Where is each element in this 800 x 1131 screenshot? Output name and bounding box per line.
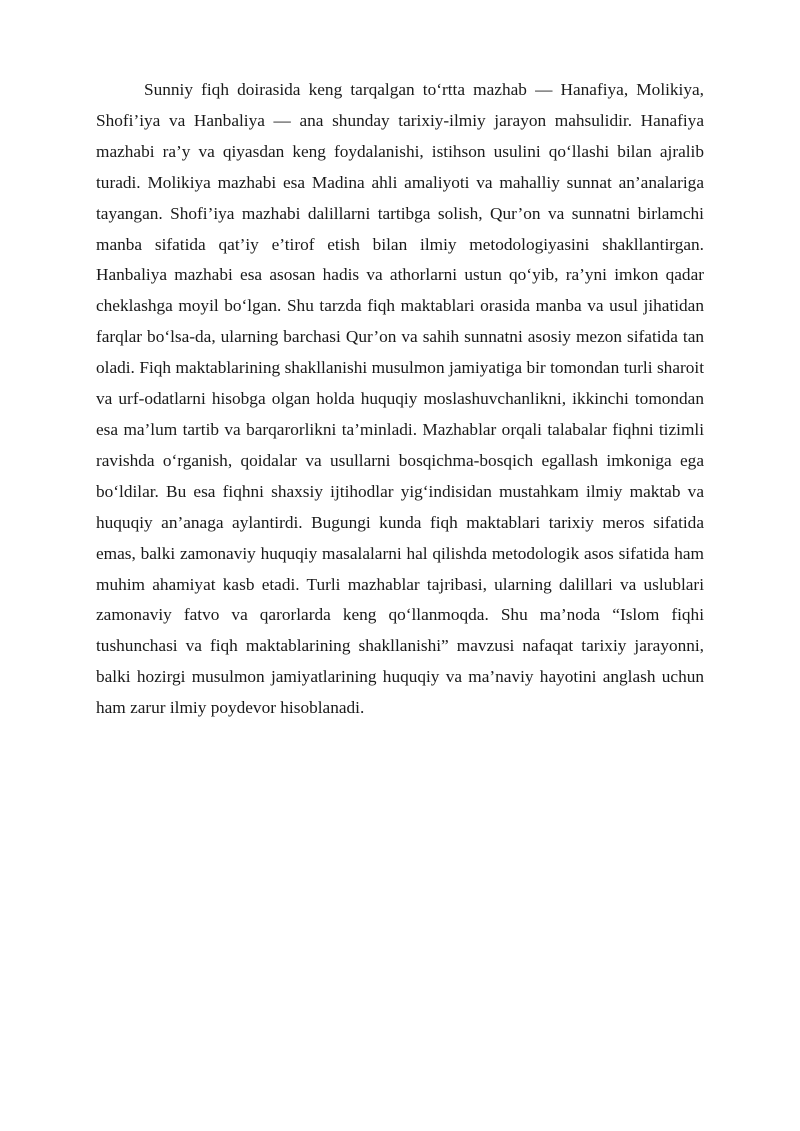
body-paragraph: Sunniy fiqh doirasida keng tarqalgan to‘rtta mazhab — Hanafiya, Molikiya, Shofi’iya va Hanbaliya — ana shunday tarixiy-ilmiy jarayon mahsulidir. Hanafiya mazhabi ra’y va qiyasdan keng foydalanishi, istihson usulini qo‘llashi bilan ajralib turadi. Molikiya mazhabi esa Madina ahli amaliyoti va mahalliy sunnat an’analariga tayangan. Shofi’iya mazhabi dalillarni tartibga solish, Qur’on va sunnatni birlamchi manba sifatida qat’iy e’tirof etish bilan ilmiy metodologiyasini shakllantirgan. Hanbaliya mazhabi esa asosan hadis va athorlarni ustun qo‘yib, ra’yni imkon qadar cheklashga moyil bo‘lgan. Shu tarzda fiqh maktablari orasida manba va usul jihatidan farqlar bo‘lsa-da, ularning barchasi Qur’on va sahih sunnatni asosiy mezon sifatida tan oladi. Fiqh maktablarining shakllanishi musulmon jamiyatiga bir tomondan turli sharoit va urf-odatlarni hisobga olgan holda huquqiy moslashuvchanlikni, ikkinchi tomondan esa ma’lum tartib va barqarorlikni ta’minladi. Mazhablar orqali talabalar fiqhni tizimli ravishda o‘rganish, qoidalar va usullarni bosqichma-bosqich egallash imkoniga ega bo‘ldilar. Bu esa fiqhni shaxsiy ijtihodlar yig‘indisidan mustahkam ilmiy maktab va huquqiy an’anaga aylantirdi. Bugungi kunda fiqh maktablari tarixiy meros sifatida emas, balki zamonaviy huquqiy masalalarni hal qilishda metodologik asos sifatida ham muhim ahamiyat kasb etadi. Turli mazhablar tajribasi, ularning dalillari va uslublari zamonaviy fatvo va qarorlarda keng qo‘llanmoqda. Shu ma’noda “Islom fiqhi tushunchasi va fiqh maktablarining shakllanishi” mavzusi nafaqat tarixiy jarayonni, balki hozirgi musulmon jamiyatlarining huquqiy va ma’naviy hayotini anglash uchun ham zarur ilmiy poydevor hisoblanadi. xyxy=(96,80,704,718)
